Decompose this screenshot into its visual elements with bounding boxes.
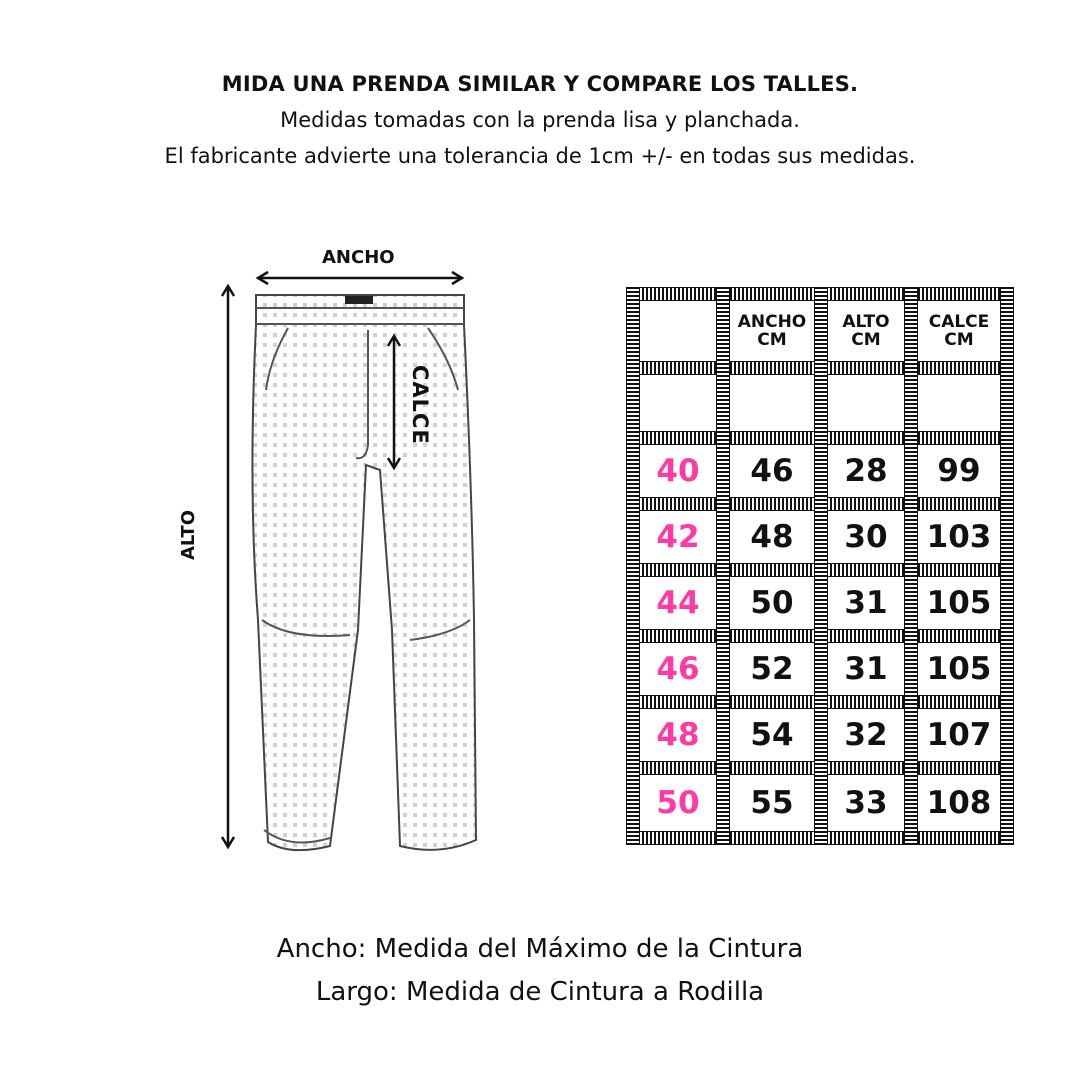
- alto-cell: 33: [844, 785, 888, 821]
- pants-outline: [252, 295, 476, 850]
- column-header: [918, 313, 1000, 349]
- column-header-unit: CM: [851, 330, 881, 350]
- ancho-cell: 50: [750, 585, 794, 621]
- size-table: [626, 287, 1014, 845]
- alto-cell: 31: [844, 585, 888, 621]
- ancho-cell: 46: [750, 453, 794, 489]
- ancho-cell: 54: [750, 717, 794, 753]
- size-cell: 50: [656, 785, 700, 821]
- ancho-cell: 52: [750, 651, 794, 687]
- grid-line-v: [626, 287, 640, 845]
- brand-tag: [345, 296, 373, 304]
- calce-cell: 105: [926, 651, 992, 687]
- pants-diagram: [180, 240, 480, 880]
- grid-line-v: [1000, 287, 1014, 845]
- ancho-cell: 48: [750, 519, 794, 555]
- grid-line-v: [814, 287, 828, 845]
- footer-largo-note: Largo: Medida de Cintura a Rodilla: [315, 977, 765, 1007]
- ancho-label: ANCHO: [322, 247, 395, 268]
- alto-cell: 28: [844, 453, 888, 489]
- alto-cell: 32: [844, 717, 888, 753]
- grid-line-v: [716, 287, 730, 845]
- calce-label: CALCE: [408, 365, 432, 445]
- size-cell: 46: [656, 651, 700, 687]
- column-header: [730, 313, 814, 349]
- calce-cell: 99: [937, 453, 981, 489]
- alto-arrow: [222, 286, 234, 847]
- calce-cell: 103: [926, 519, 992, 555]
- calce-cell: 108: [926, 785, 992, 821]
- grid-line-v: [904, 287, 918, 845]
- size-cell: 44: [656, 585, 700, 621]
- note-tolerance: El fabricante advierte una tolerancia de 1cm +/- en todas sus medidas.: [164, 144, 916, 168]
- size-cell: 40: [656, 453, 700, 489]
- column-header-unit: CM: [944, 330, 974, 350]
- column-header: [828, 313, 904, 349]
- alto-cell: 31: [844, 651, 888, 687]
- column-header-title: ANCHO: [737, 312, 807, 332]
- alto-cell: 30: [844, 519, 888, 555]
- ancho-cell: 55: [750, 785, 794, 821]
- size-cell: 48: [656, 717, 700, 753]
- column-header-unit: CM: [757, 330, 787, 350]
- note-measurement: Medidas tomadas con la prenda lisa y planchada.: [280, 108, 800, 132]
- calce-cell: 107: [926, 717, 992, 753]
- size-cell: 42: [656, 519, 700, 555]
- alto-label: ALTO: [178, 509, 199, 560]
- footer-ancho-note: Ancho: Medida del Máximo de la Cintura: [276, 934, 804, 964]
- column-header-title: ALTO: [842, 312, 890, 332]
- ancho-arrow: [258, 272, 462, 284]
- column-header-title: CALCE: [928, 312, 990, 332]
- page-title: MIDA UNA PRENDA SIMILAR Y COMPARE LOS TALLES.: [221, 72, 859, 96]
- calce-cell: 105: [926, 585, 992, 621]
